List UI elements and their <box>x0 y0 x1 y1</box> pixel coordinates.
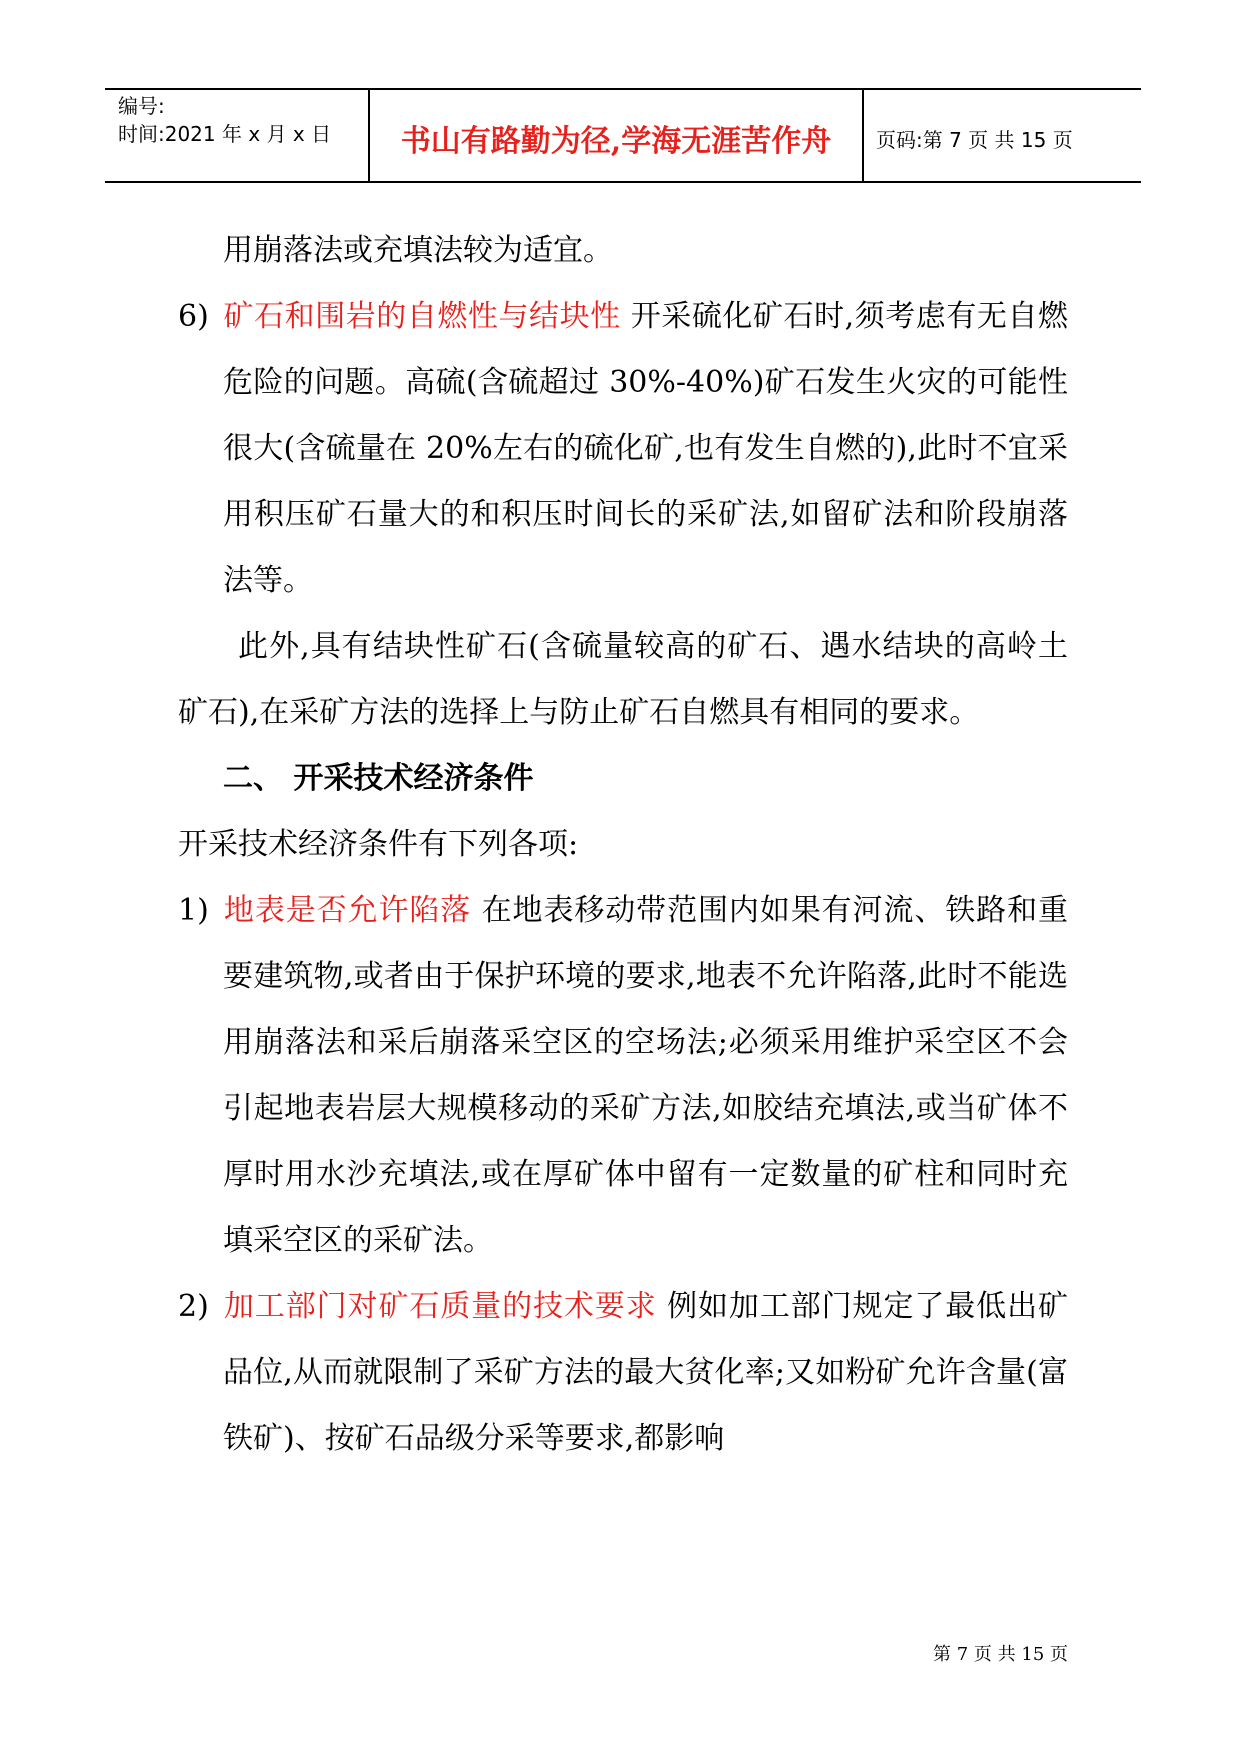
header-top-rule <box>105 88 1141 90</box>
item-number: 1) <box>178 893 209 928</box>
list-item-6 <box>178 284 1068 614</box>
item-title: 地表是否允许陷落 <box>223 893 472 928</box>
paragraph-continued: 用崩落法或充填法较为适宜。 <box>223 233 613 268</box>
item-text: 开采硫化矿石时,须考虑有无自燃危险的问题。高硫(含硫超过 30%-40%)矿石发生火灾的可能性很大(含硫量在 20%左右的硫化矿,也有发生自燃的),此时不宜采用积压矿石量大的和积压时间长的采矿法,如留矿法和阶段崩落法等。 <box>223 299 1068 598</box>
item-text: 例如加工部门规定了最低出矿品位,从而就限制了采矿方法的最大贫化率;又如粉矿允许含量(富铁矿)、按矿石品级分采等要求,都影响 <box>223 1289 1069 1456</box>
section-title: 二、 开采技术经济条件 <box>223 761 534 796</box>
paragraph-extra: 此外,具有结块性矿石(含硫量较高的矿石、遇水结块的高岭土矿石),在采矿方法的选择上与防止矿石自燃具有相同的要求。 <box>178 629 1068 730</box>
time-label: 时间:2021 年 x 月 x 日 <box>118 122 332 146</box>
item-text: 在地表移动带范围内如果有河流、铁路和重要建筑物,或者由于保护环境的要求,地表不允许陷落,此时不能选用崩落法和采后崩落采空区的空场法;必须采用维护采空区不会引起地表岩层大规模移动的采矿方法,如胶结充填法,或当矿体不厚时用水沙充填法,或在厚矿体中留有一定数量的矿柱和同时充填采空区的采矿法。 <box>223 893 1069 1258</box>
header-bottom-rule <box>105 181 1141 183</box>
header-divider-left <box>368 89 370 182</box>
footer-page-number: 第 7 页 共 15 页 <box>933 1644 1068 1665</box>
section-intro: 开采技术经济条件有下列各项: <box>178 827 579 862</box>
item-number: 6) <box>178 299 209 334</box>
header-page-label: 页码:第 7 页 共 15 页 <box>876 128 1073 152</box>
document-body <box>178 218 1068 1472</box>
list-item-2 <box>178 1274 1068 1472</box>
serial-label: 编号: <box>118 94 165 118</box>
item-title: 加工部门对矿石质量的技术要求 <box>223 1289 657 1324</box>
item-title: 矿石和围岩的自燃性与结块性 <box>223 299 621 334</box>
header-meta <box>118 92 363 148</box>
header-divider-right <box>862 89 864 182</box>
list-item-1 <box>178 878 1068 1274</box>
header-motto: 书山有路勤为径,学海无涯苦作舟 <box>400 124 832 159</box>
item-number: 2) <box>178 1289 209 1324</box>
